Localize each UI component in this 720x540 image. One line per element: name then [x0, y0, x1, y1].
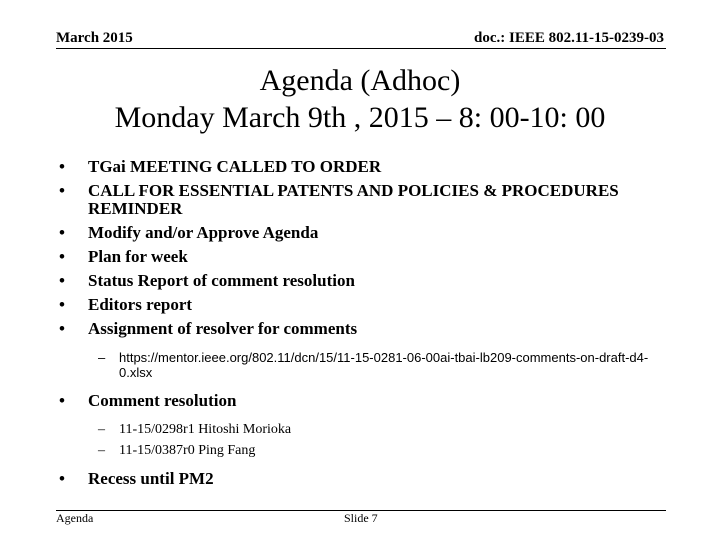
comments-spreadsheet-link[interactable]: https://mentor.ieee.org/802.11/dcn/15/11-15-0281-06-00ai-tbai-lb209-comments-on-draft-d4-0.xlsx: [119, 350, 649, 380]
agenda-item: [56, 470, 680, 488]
sub-item-text: 11-15/0387r0 Ping Fang: [119, 443, 256, 458]
agenda-item-text: Comment resolution: [88, 391, 237, 410]
agenda-item: [56, 158, 680, 176]
slide-title-line1: Agenda (Adhoc): [259, 64, 461, 97]
header-doc-id: doc.: IEEE 802.11-15-0239-03: [473, 30, 664, 46]
agenda-item: [56, 182, 680, 218]
dash-icon: –: [98, 422, 105, 437]
sub-item: [56, 422, 680, 437]
bullet-icon: •: [59, 271, 65, 290]
bullet-icon: •: [59, 319, 65, 338]
bullet-icon: •: [59, 181, 65, 200]
slide-number: Slide 7: [344, 511, 378, 525]
bullet-icon: •: [59, 391, 65, 410]
bullet-icon: •: [59, 295, 65, 314]
agenda-item: [56, 248, 680, 266]
sub-item: [56, 443, 680, 458]
agenda-item: [56, 320, 680, 338]
sub-item-text: 11-15/0298r1 Hitoshi Morioka: [119, 422, 292, 437]
header-date: March 2015: [56, 30, 133, 46]
dash-icon: –: [98, 443, 105, 458]
agenda-item-text: CALL FOR ESSENTIAL PATENTS AND POLICIES & PROCEDURES REMINDER: [88, 181, 619, 218]
bullet-icon: •: [59, 223, 65, 242]
agenda-item: [56, 296, 680, 314]
slide-title: [40, 62, 680, 136]
agenda-item-text: Assignment of resolver for comments: [88, 319, 358, 338]
agenda-item-text: Status Report of comment resolution: [88, 271, 355, 290]
footer-label: Agenda: [56, 511, 94, 525]
slide-body: [56, 158, 680, 494]
bullet-icon: •: [59, 157, 65, 176]
slide-title-line2: Monday March 9th , 2015 – 8: 00-10: 00: [114, 101, 606, 134]
agenda-item: [56, 272, 680, 290]
agenda-item-text: Modify and/or Approve Agenda: [88, 223, 319, 242]
agenda-item-text: Recess until PM2: [88, 469, 214, 488]
bullet-icon: •: [59, 247, 65, 266]
agenda-item-text: TGai MEETING CALLED TO ORDER: [88, 157, 382, 176]
agenda-item-text: Editors report: [88, 295, 193, 314]
dash-icon: –: [98, 350, 106, 365]
agenda-item: [56, 392, 680, 410]
agenda-item-text: Plan for week: [88, 247, 188, 266]
sub-item-link: [56, 350, 680, 380]
agenda-item: [56, 224, 680, 242]
header-divider: [56, 48, 666, 49]
bullet-icon: •: [59, 469, 65, 488]
